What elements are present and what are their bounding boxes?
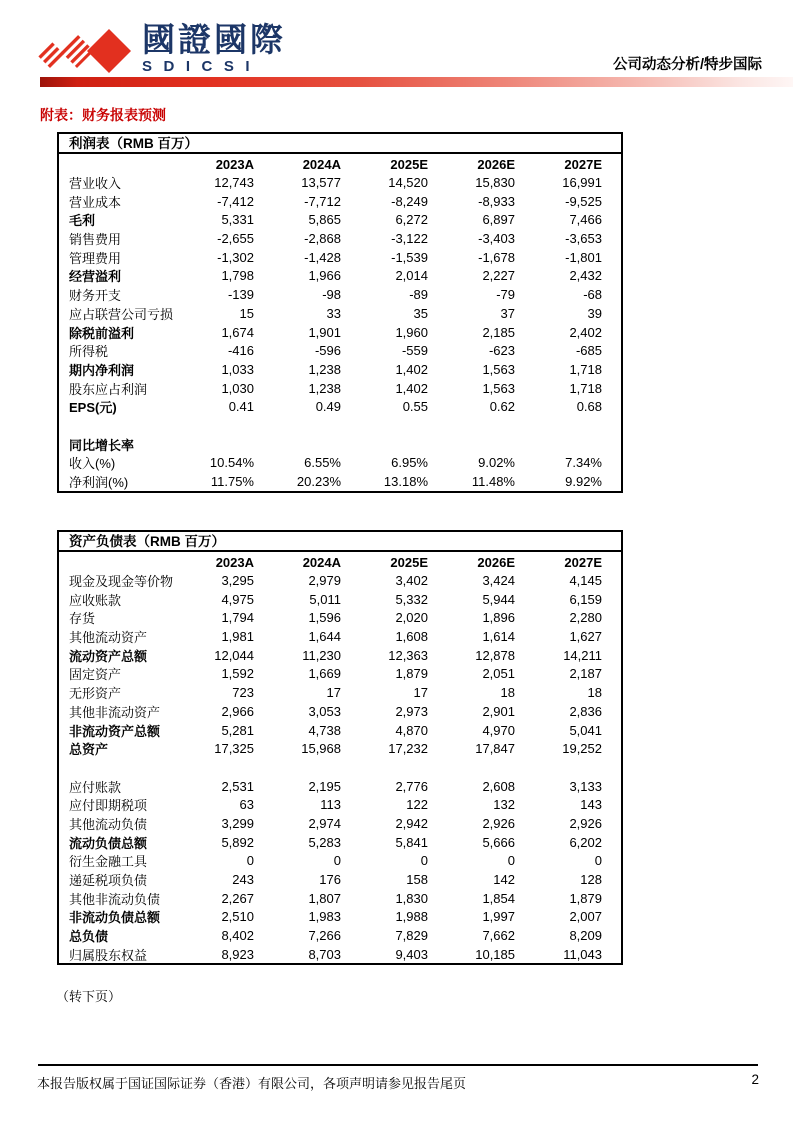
cell-value: 1,644 [308,629,341,645]
cell-value: 12,878 [475,647,515,663]
table-row [59,870,621,889]
cell-value: 1,238 [308,380,341,396]
cell-value: 12,044 [214,647,254,663]
cell-value: 2,014 [395,268,428,284]
cell-value: 11.48% [471,474,515,489]
cell-value: 158 [406,872,428,887]
cell-value: 1,402 [395,361,428,377]
cell-value: 1,592 [221,666,254,682]
table-row [59,814,621,833]
cell-value: 5,283 [308,834,341,850]
cell-value: 19,252 [562,741,602,757]
row-label: 管理费用 [69,250,122,266]
cell-value: 3,133 [569,778,602,794]
cell-value: -685 [575,343,602,359]
cell-value: 7,466 [569,212,602,228]
cell-value: 2,510 [221,909,254,925]
cell-value: -1,801 [565,249,602,265]
cell-value: 2,776 [395,778,428,794]
row-label: 股东应占利润 [69,381,148,397]
cell-value: 6,159 [569,591,602,607]
row-label: 所得税 [69,344,109,360]
cell-value: 4,738 [308,722,341,738]
cell-value: 4,970 [482,722,515,738]
cell-value: 0 [507,853,515,869]
row-label: 递延税项负债 [69,873,148,888]
cell-value: 3,295 [221,573,254,588]
row-label: 期内净利润 [69,362,135,378]
cell-value: 2,974 [308,815,341,831]
cell-value: 2,979 [308,573,341,588]
cell-value: -416 [227,343,254,359]
table-title: 利润表（RMB 百万） [59,134,621,154]
table-row [59,926,621,945]
row-label: 非流动负债总额 [69,910,161,926]
table-row [59,416,621,435]
cell-value: 143 [580,797,602,813]
cell-value: 1,033 [221,361,254,377]
cell-value: 4,975 [221,591,254,607]
logo-text-cn: 國證國際 [142,21,286,58]
row-label: EPS(元) [69,400,117,416]
page-number: 2 [751,1072,759,1087]
table-row [59,210,621,229]
row-label: 流动负债总额 [69,835,148,851]
cell-value: 18 [587,685,602,701]
table-row [59,627,621,646]
cell-value: 1,830 [395,890,428,906]
cell-value: 2,926 [569,815,602,831]
section-title: 附表：财务报表预测 [40,107,166,123]
cell-value: -7,412 [217,193,254,209]
income-statement-table [57,132,623,493]
cell-value: 5,331 [221,212,254,228]
cell-value: 8,209 [569,928,602,944]
table-row [59,721,621,740]
cell-value: 13.18% [383,474,428,489]
cell-value: 14,211 [563,647,602,663]
logo-text-en: SDICSI [142,58,262,75]
cell-value: 2,267 [221,890,254,906]
cell-value: 1,807 [308,890,341,906]
table-row [59,453,621,472]
table-row [59,739,621,758]
table-header-row [59,154,621,173]
table-header-row [59,552,621,571]
cell-value: -1,428 [304,249,341,265]
table-row [59,889,621,908]
cell-value: 9,403 [395,946,428,962]
cell-value: 1,879 [569,890,602,906]
cell-value: 2,966 [221,703,254,719]
cell-value: 17,847 [475,741,515,757]
table-row [59,664,621,683]
row-label: 销售费用 [69,232,122,248]
column-header: 2026E [477,156,515,172]
cell-value: -623 [488,343,515,359]
cell-value: -1,678 [478,249,515,265]
cell-value: -8,933 [478,193,515,209]
table-row [59,945,621,964]
table-row [59,590,621,609]
row-label: 无形资产 [69,686,122,702]
cell-value: 5,892 [221,834,254,850]
cell-value: 1,402 [395,380,428,396]
cell-value: 5,011 [309,591,341,607]
cell-value: -3,122 [391,231,428,247]
cell-value: 1,981 [221,629,254,645]
cell-value: 11.75% [210,474,254,489]
column-header: 2026E [477,554,515,570]
cell-value: -559 [401,343,428,359]
row-label: 营业成本 [69,194,122,210]
cell-value: 11,230 [302,647,341,663]
table-row [59,229,621,248]
row-label: 同比增长率 [69,437,135,453]
cell-value: -3,403 [478,231,515,247]
cell-value: 1,966 [308,268,341,284]
column-header: 2024A [302,554,341,570]
cell-value: 3,402 [395,573,428,588]
column-header: 2023A [215,156,254,172]
row-label: 固定资产 [69,667,122,683]
cell-value: 17,232 [388,741,428,757]
cell-value: 6,272 [395,212,428,228]
cell-value: 9.02% [478,455,515,471]
report-type-label: 公司动态分析/特步国际 [612,57,762,73]
cell-value: 1,030 [221,380,254,396]
cell-value: 6,202 [569,834,602,850]
table-row [59,248,621,267]
cell-value: -1,302 [217,249,254,265]
cell-value: 1,997 [482,909,515,925]
table-row [59,341,621,360]
cell-value: 113 [320,797,341,813]
row-label: 非流动资产总额 [69,723,161,739]
cell-value: 8,923 [221,946,254,962]
cell-value: 14,520 [388,175,428,190]
table-row [59,833,621,852]
row-label: 其他流动负债 [69,816,148,832]
column-header: 2027E [564,156,602,172]
cell-value: 0.55 [402,399,428,415]
cell-value: 1,798 [221,268,254,284]
column-header: 2025E [390,554,428,570]
cell-value: 142 [493,872,515,887]
cell-value: 5,281 [221,722,254,738]
cell-value: 7,829 [395,928,428,944]
cell-value: 1,596 [308,610,341,626]
row-label: 衍生金融工具 [69,854,148,870]
row-label: 归属股东权益 [69,947,148,963]
column-header: 2027E [564,554,602,570]
cell-value: 2,227 [482,268,515,284]
cell-value: 0.68 [576,399,602,415]
cell-value: 1,674 [221,324,254,340]
cell-value: 8,402 [221,928,254,944]
cell-value: 6.55% [304,455,341,471]
cell-value: 128 [580,872,602,887]
cell-value: 1,794 [221,610,254,626]
table-row [59,907,621,926]
table-title: 资产负债表（RMB 百万） [59,532,621,552]
row-label: 收入(%) [69,456,116,472]
cell-value: 5,332 [395,591,428,607]
cell-value: 2,608 [482,778,515,794]
row-label: 总资产 [69,742,109,758]
table-row [59,702,621,721]
table-row [59,608,621,627]
cell-value: 33 [326,305,341,321]
cell-value: 4,870 [395,722,428,738]
cell-value: 7.34% [565,455,602,471]
cell-value: 1,238 [308,361,341,377]
logo-diamonds-icon [36,22,132,78]
cell-value: 0.49 [315,399,341,415]
table-row [59,379,621,398]
row-label: 毛利 [69,213,96,229]
table-row [59,758,621,777]
cell-value: 17 [413,685,428,701]
cell-value: 2,901 [482,703,515,719]
cell-value: 2,185 [482,324,515,340]
cell-value: 2,195 [308,778,341,794]
cell-value: 1,669 [308,666,341,682]
table-row [59,266,621,285]
cell-value: 2,836 [569,703,602,719]
row-label: 营业收入 [69,176,122,191]
column-header: 2025E [390,156,428,172]
table-row [59,777,621,796]
cell-value: 1,718 [569,361,602,377]
cell-value: 5,666 [482,834,515,850]
table-row [59,192,621,211]
cell-value: 2,007 [569,909,602,925]
column-header: 2023A [215,554,254,570]
cell-value: -79 [496,287,515,303]
cell-value: 1,563 [482,361,515,377]
cell-value: 2,432 [569,268,602,284]
table-body [59,173,621,491]
cell-value: -98 [322,287,341,303]
cell-value: 243 [232,872,254,887]
cell-value: 10,185 [475,946,515,962]
cell-value: 1,879 [395,666,428,682]
cell-value: 1,983 [308,909,341,925]
cell-value: 15,830 [475,175,515,190]
cell-value: 0.62 [489,399,515,415]
footer-divider [38,1064,758,1066]
cell-value: 35 [413,305,428,321]
cell-value: 5,041 [569,722,602,738]
cell-value: 5,841 [395,834,428,850]
table-row [59,397,621,416]
cell-value: 10.54% [209,455,254,471]
cell-value: 0 [333,853,341,869]
cell-value: 2,973 [395,703,428,719]
cell-value: 2,020 [395,610,428,626]
cell-value: 2,051 [482,666,515,682]
cell-value: 2,531 [221,778,254,794]
cell-value: 4,145 [569,573,602,588]
table-row [59,683,621,702]
cell-value: -596 [314,343,341,359]
row-label: 经营溢利 [69,269,122,285]
row-label: 应付账款 [69,779,122,795]
cell-value: 0 [246,853,254,869]
cell-value: 15,968 [301,741,341,757]
table-row [59,795,621,814]
cell-value: -1,539 [391,249,428,265]
table-row [59,285,621,304]
footer-disclaimer: 本报告版权属于国证国际证券（香港）有限公司，各项声明请参见报告尾页 [37,1076,467,1091]
cell-value: 9.92% [565,474,602,489]
cell-value: 63 [239,797,254,813]
cell-value: 17,325 [214,741,254,757]
cell-value: 0 [420,853,428,869]
table-row [59,323,621,342]
cell-value: 1,563 [482,380,515,396]
logo-text [142,22,286,75]
row-label: 其他非流动负债 [69,891,161,907]
cell-value: 1,627 [569,629,602,645]
cell-value: 11,043 [563,946,602,962]
cell-value: 17 [326,685,341,701]
cell-value: 13,577 [301,175,341,190]
table-row [59,571,621,590]
cell-value: -3,653 [565,231,602,247]
table-row [59,851,621,870]
cell-value: -68 [583,287,602,303]
row-label: 应占联营公司亏损 [69,306,174,322]
cell-value: 20.23% [296,474,341,489]
cell-value: 18 [500,685,515,701]
header-divider [40,77,793,87]
cell-value: 2,187 [569,666,602,682]
cell-value: 1,896 [482,610,515,626]
table-row [59,646,621,665]
continuation-note: （转下页） [56,989,122,1004]
cell-value: 2,280 [569,610,602,626]
cell-value: 3,299 [221,815,254,831]
cell-value: 3,424 [482,573,515,588]
cell-value: -9,525 [565,193,602,209]
company-logo [36,22,286,78]
cell-value: 0.41 [228,399,254,415]
row-label: 现金及现金等价物 [69,574,174,589]
table-body [59,571,621,963]
cell-value: 15 [239,305,254,321]
table-row [59,360,621,379]
cell-value: -89 [409,287,428,303]
row-label: 除税前溢利 [69,325,135,341]
cell-value: 16,991 [562,175,602,190]
cell-value: 176 [319,872,341,887]
cell-value: 0 [594,853,602,869]
cell-value: 5,944 [482,591,515,607]
row-label: 财务开支 [69,288,122,304]
cell-value: 39 [587,305,602,321]
cell-value: 8,703 [308,946,341,962]
cell-value: 6.95% [391,455,428,471]
cell-value: 7,662 [482,928,515,944]
cell-value: 12,743 [214,175,254,190]
cell-value: 37 [500,305,515,321]
cell-value: 132 [493,797,515,813]
cell-value: 1,854 [482,890,515,906]
cell-value: -8,249 [391,193,428,209]
cell-value: -7,712 [304,193,341,209]
table-row [59,435,621,454]
cell-value: 1,614 [482,629,515,645]
cell-value: 723 [232,685,254,701]
row-label: 其他流动资产 [69,630,148,646]
balance-sheet-table [57,530,623,965]
row-label: 应付即期税项 [69,798,148,814]
row-label: 应收账款 [69,592,122,608]
row-label: 存货 [69,611,96,627]
cell-value: 6,897 [482,212,515,228]
cell-value: 5,865 [308,212,341,228]
cell-value: -2,655 [217,231,254,247]
cell-value: 1,608 [395,629,428,645]
cell-value: -2,868 [304,231,341,247]
cell-value: 1,960 [395,324,428,340]
cell-value: 1,718 [569,380,602,396]
cell-value: 1,988 [395,909,428,925]
cell-value: 7,266 [308,928,341,944]
cell-value: 122 [406,797,428,813]
table-row [59,304,621,323]
cell-value: -139 [227,287,254,303]
table-row [59,472,621,491]
row-label: 净利润(%) [69,475,129,490]
cell-value: 3,053 [308,703,341,719]
row-label: 总负债 [69,929,109,945]
cell-value: 2,942 [395,815,428,831]
row-label: 其他非流动资产 [69,704,161,720]
cell-value: 2,926 [482,815,515,831]
row-label: 流动资产总额 [69,648,148,664]
table-row [59,173,621,192]
column-header: 2024A [302,156,341,172]
cell-value: 2,402 [569,324,602,340]
cell-value: 12,363 [388,647,428,663]
cell-value: 1,901 [308,324,341,340]
